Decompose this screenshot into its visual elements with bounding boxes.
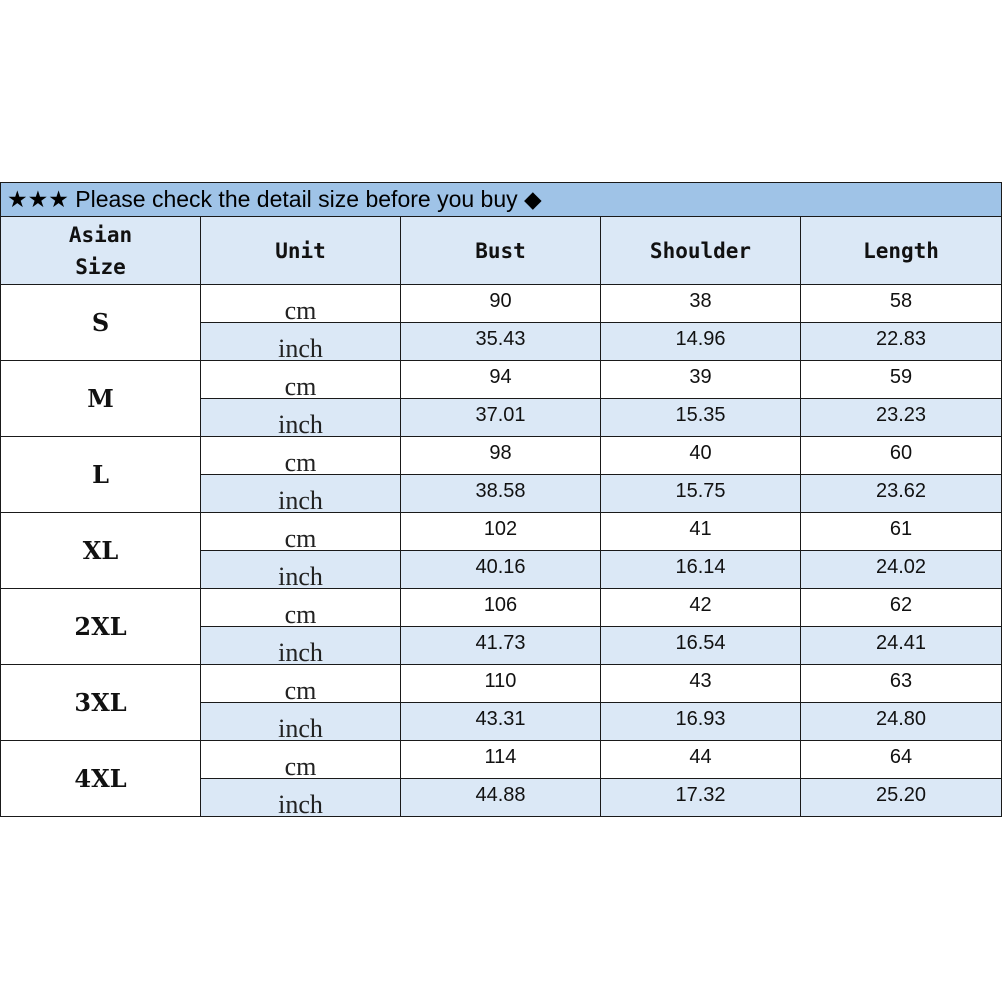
unit-label: cm	[284, 295, 317, 325]
length-value: 22.83	[875, 328, 927, 350]
bust-value: 37.01	[475, 404, 526, 426]
length-value-cell	[801, 627, 1002, 665]
length-value: 23.23	[875, 404, 927, 426]
bust-value-cell	[401, 551, 601, 589]
bust-value-cell	[401, 665, 601, 703]
bust-value: 102	[483, 518, 518, 540]
length-value-cell	[801, 475, 1002, 513]
header-unit: Unit	[201, 217, 401, 285]
bust-value-cell	[401, 741, 601, 779]
unit-label: inch	[278, 409, 323, 439]
unit-cell	[201, 437, 401, 475]
size-label-cell: L	[1, 437, 201, 513]
unit-cell	[201, 361, 401, 399]
header-length: Length	[801, 217, 1002, 285]
shoulder-value-cell	[601, 589, 801, 627]
shoulder-value: 14.96	[675, 328, 726, 350]
unit-label: inch	[278, 637, 323, 667]
bust-value: 43.31	[475, 708, 526, 730]
length-value: 64	[889, 746, 913, 768]
bust-value: 90	[489, 290, 512, 312]
table-row-cm	[1, 513, 1002, 551]
shoulder-value: 16.93	[675, 708, 726, 730]
header-asian-size	[1, 217, 201, 285]
unit-label: cm	[284, 447, 317, 477]
length-value: 58	[889, 290, 913, 312]
size-notice-banner: ★★★ Please check the detail size before you buy ◆	[1, 183, 1002, 217]
header-row	[1, 217, 1002, 285]
length-value: 24.41	[875, 632, 927, 654]
unit-cell	[201, 741, 401, 779]
bust-value-cell	[401, 323, 601, 361]
size-label-cell: M	[1, 361, 201, 437]
unit-label: cm	[284, 675, 317, 705]
length-value: 24.02	[875, 556, 927, 578]
bust-value-cell	[401, 475, 601, 513]
length-value-cell	[801, 589, 1002, 627]
length-value-cell	[801, 513, 1002, 551]
bust-value: 35.43	[475, 328, 526, 350]
header-bust: Bust	[401, 217, 601, 285]
length-value: 60	[889, 442, 913, 464]
table-row-cm	[1, 361, 1002, 399]
length-value: 61	[889, 518, 913, 540]
shoulder-value-cell	[601, 703, 801, 741]
table-row-cm	[1, 437, 1002, 475]
length-value: 25.20	[875, 784, 927, 806]
shoulder-value-cell	[601, 475, 801, 513]
shoulder-value: 15.35	[675, 404, 726, 426]
size-chart-table	[0, 182, 1002, 817]
unit-label: cm	[284, 751, 317, 781]
unit-label: cm	[284, 371, 317, 401]
unit-cell	[201, 399, 401, 437]
unit-label: inch	[278, 485, 323, 515]
length-value-cell	[801, 323, 1002, 361]
unit-label: inch	[278, 561, 323, 591]
length-value-cell	[801, 285, 1002, 323]
length-value: 62	[889, 594, 913, 616]
table-row-cm	[1, 741, 1002, 779]
shoulder-value: 40	[689, 442, 712, 464]
unit-cell	[201, 551, 401, 589]
unit-cell	[201, 627, 401, 665]
shoulder-value: 16.54	[675, 632, 726, 654]
unit-cell	[201, 285, 401, 323]
unit-label: cm	[284, 523, 317, 553]
unit-cell	[201, 665, 401, 703]
shoulder-value: 38	[689, 290, 712, 312]
bust-value: 38.58	[475, 480, 526, 502]
unit-label: inch	[278, 789, 323, 819]
length-value-cell	[801, 703, 1002, 741]
length-value: 63	[889, 670, 913, 692]
unit-label: inch	[278, 713, 323, 743]
table-row-cm	[1, 285, 1002, 323]
size-label-cell: XL	[1, 513, 201, 589]
shoulder-value-cell	[601, 361, 801, 399]
unit-cell	[201, 323, 401, 361]
length-value-cell	[801, 665, 1002, 703]
banner-row	[1, 183, 1002, 217]
bust-value: 98	[489, 442, 512, 464]
bust-value-cell	[401, 589, 601, 627]
size-table-body	[1, 285, 1002, 817]
shoulder-value-cell	[601, 551, 801, 589]
shoulder-value-cell	[601, 665, 801, 703]
bust-value-cell	[401, 779, 601, 817]
unit-label: inch	[278, 333, 323, 363]
bust-value: 114	[484, 746, 517, 768]
bust-value: 106	[483, 594, 518, 616]
bust-value: 44.88	[475, 784, 526, 806]
unit-cell	[201, 475, 401, 513]
bust-value-cell	[401, 513, 601, 551]
header-shoulder: Shoulder	[601, 217, 801, 285]
shoulder-value-cell	[601, 627, 801, 665]
shoulder-value-cell	[601, 285, 801, 323]
length-value-cell	[801, 437, 1002, 475]
bust-value-cell	[401, 437, 601, 475]
table-row-cm	[1, 589, 1002, 627]
length-value-cell	[801, 361, 1002, 399]
shoulder-value: 17.32	[675, 784, 726, 806]
length-value-cell	[801, 551, 1002, 589]
bust-value-cell	[401, 285, 601, 323]
shoulder-value: 15.75	[675, 480, 726, 502]
length-value-cell	[801, 779, 1002, 817]
bust-value-cell	[401, 361, 601, 399]
unit-cell	[201, 703, 401, 741]
size-label-cell: 2XL	[1, 589, 201, 665]
size-label-cell: 3XL	[1, 665, 201, 741]
bust-value-cell	[401, 627, 601, 665]
shoulder-value-cell	[601, 437, 801, 475]
bust-value: 94	[489, 366, 512, 388]
unit-cell	[201, 589, 401, 627]
shoulder-value: 43	[689, 670, 712, 692]
shoulder-value-cell	[601, 779, 801, 817]
size-label-cell: S	[1, 285, 201, 361]
table-row-cm	[1, 665, 1002, 703]
shoulder-value: 41	[689, 518, 712, 540]
shoulder-value: 16.14	[675, 556, 726, 578]
shoulder-value-cell	[601, 741, 801, 779]
length-value-cell	[801, 741, 1002, 779]
bust-value: 110	[484, 670, 517, 692]
shoulder-value: 42	[689, 594, 712, 616]
header-asian-size-line2: Size	[75, 254, 126, 279]
bust-value-cell	[401, 399, 601, 437]
unit-cell	[201, 513, 401, 551]
shoulder-value: 44	[689, 746, 712, 768]
unit-cell	[201, 779, 401, 817]
length-value: 24.80	[875, 708, 927, 730]
length-value-cell	[801, 399, 1002, 437]
shoulder-value-cell	[601, 323, 801, 361]
unit-label: cm	[284, 599, 317, 629]
shoulder-value-cell	[601, 399, 801, 437]
bust-value: 40.16	[475, 556, 526, 578]
size-label-cell: 4XL	[1, 741, 201, 817]
length-value: 59	[889, 366, 913, 388]
bust-value: 41.73	[475, 632, 526, 654]
length-value: 23.62	[875, 480, 927, 502]
shoulder-value: 39	[689, 366, 712, 388]
header-asian-size-line1: Asian	[68, 222, 133, 247]
shoulder-value-cell	[601, 513, 801, 551]
bust-value-cell	[401, 703, 601, 741]
